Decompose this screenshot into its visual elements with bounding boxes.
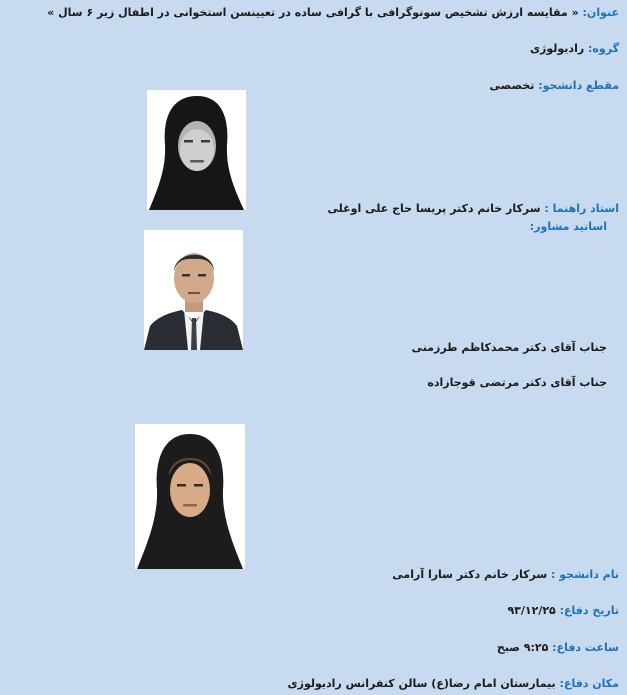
supervisor-row bbox=[328, 202, 619, 215]
advisor-1-name: جناب آقای دکتر محمدکاظم طرزمنی bbox=[411, 341, 607, 354]
defense-place-value: بیمارستان امام رضا(ع) سالن کنفرانس رادیولوژی bbox=[287, 677, 556, 690]
group-row bbox=[530, 42, 619, 55]
advisor-1 bbox=[412, 341, 607, 354]
group-value: رادیولوژی bbox=[529, 42, 585, 55]
student-row bbox=[392, 568, 619, 581]
supervisor-photo bbox=[147, 90, 246, 210]
defense-date-value: ۹۳/۱۲/۲۵ bbox=[507, 604, 556, 617]
portrait-woman-color-icon bbox=[135, 424, 245, 569]
defense-time-value: ۹:۲۵ صبح bbox=[496, 641, 549, 654]
advisors-row bbox=[530, 220, 607, 233]
advisor-photo bbox=[144, 230, 243, 350]
portrait-man-suit-icon bbox=[144, 230, 243, 350]
advisors-label: اساتید مشاور: bbox=[529, 220, 607, 233]
group-label: گروه: bbox=[588, 42, 619, 55]
defense-time-label: ساعت دفاع: bbox=[552, 641, 619, 654]
defense-date-label: تاریخ دفاع: bbox=[559, 604, 619, 617]
student-value: سرکار خانم دکتر سارا آرامی bbox=[392, 568, 548, 581]
defense-date-row bbox=[507, 604, 619, 617]
portrait-woman-bw-icon bbox=[147, 90, 246, 210]
supervisor-value: سرکار خانم دکتر پریسا حاج علی اوغلی bbox=[327, 202, 541, 215]
title-label: عنوان: bbox=[582, 6, 619, 19]
advisor-2-name: جناب آقای دکتر مرتضی قوجازاده bbox=[427, 376, 607, 389]
student-label: نام دانشجو : bbox=[551, 568, 619, 581]
defense-time-row bbox=[497, 641, 619, 654]
level-row bbox=[490, 79, 619, 92]
level-label: مقطع دانشجو: bbox=[538, 79, 619, 92]
title-value: « مقایسه ارزش تشخیص سونوگرافی با گرافی ساده در تعیینسن استخوانی در اطفال زیر ۶ سال » bbox=[47, 6, 579, 19]
advisor-2 bbox=[427, 376, 607, 389]
student-photo bbox=[135, 424, 245, 569]
thesis-title bbox=[47, 6, 619, 19]
defense-place-label: مکان دفاع: bbox=[559, 677, 619, 690]
defense-place-row bbox=[288, 677, 619, 690]
supervisor-label: استاد راهنما : bbox=[544, 202, 619, 215]
level-value: تخصصی bbox=[489, 79, 535, 92]
